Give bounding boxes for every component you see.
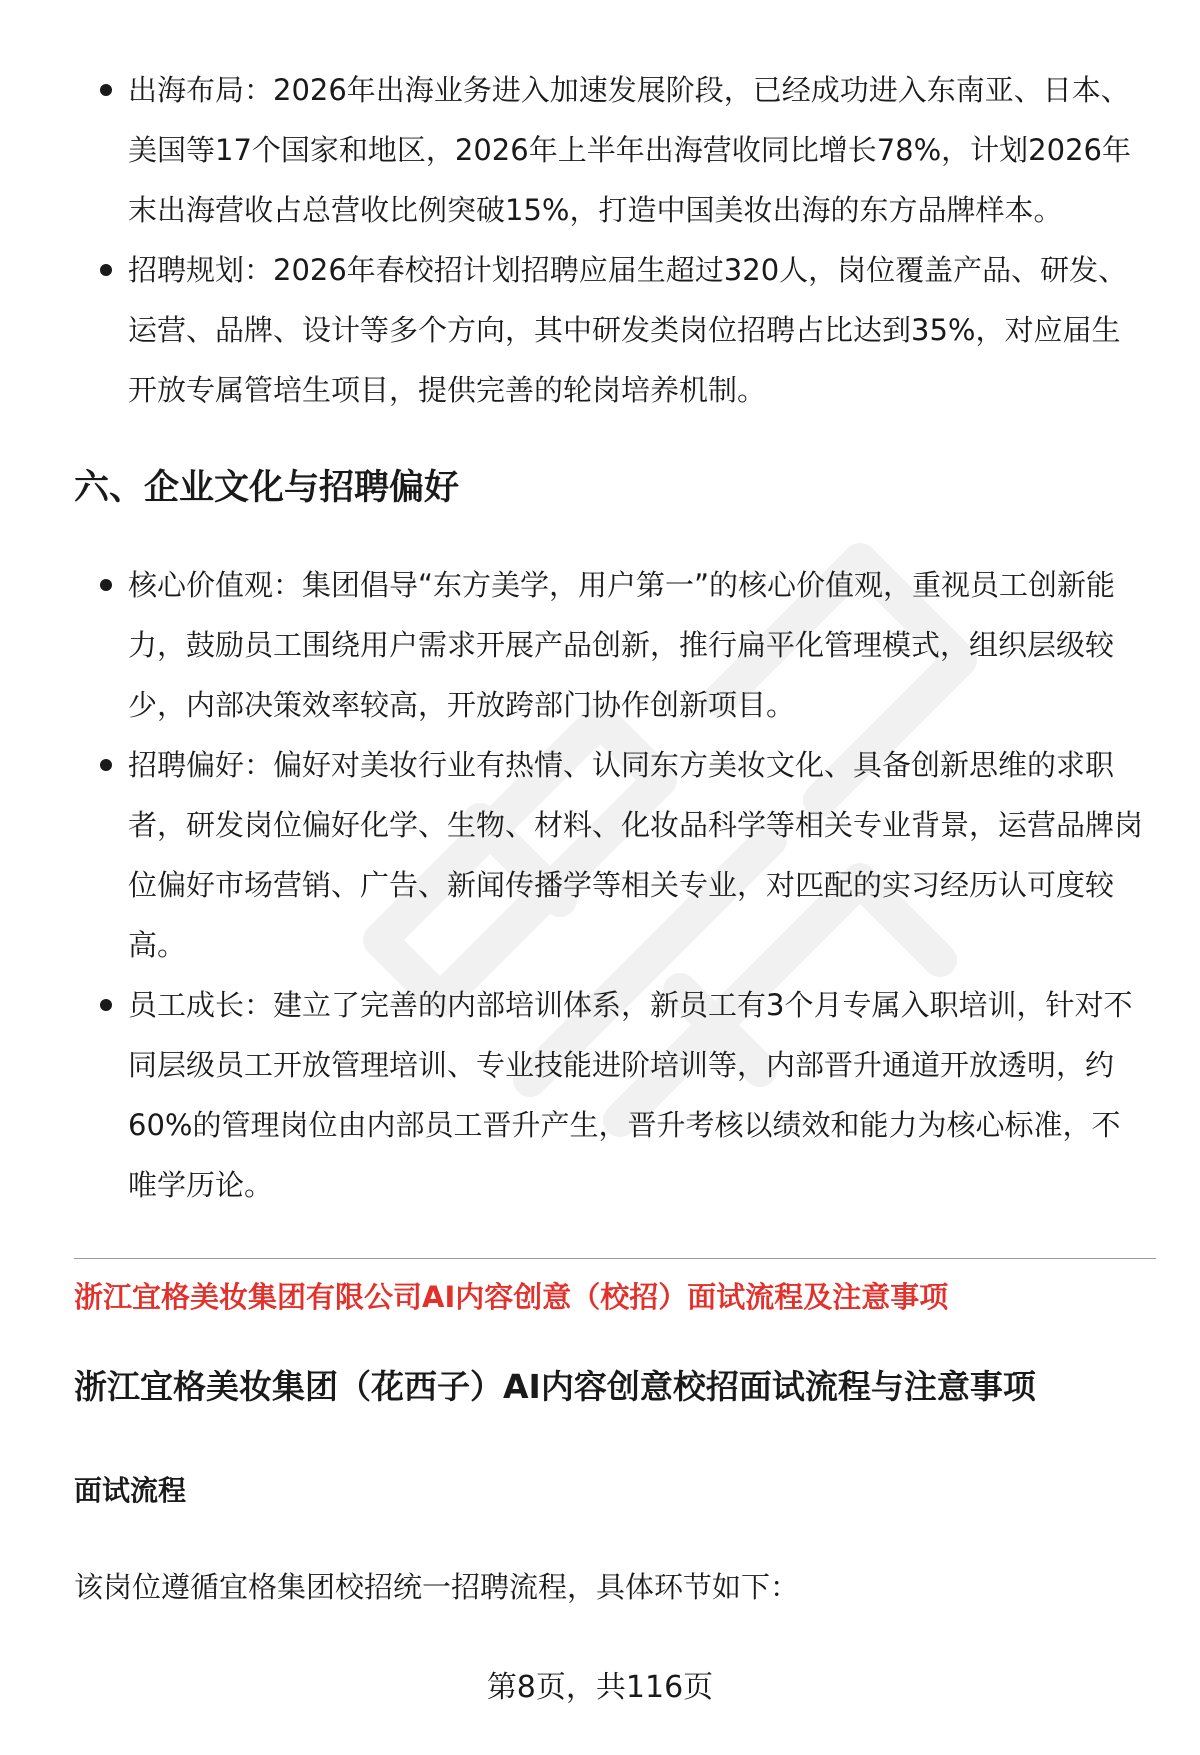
intro-paragraph: 该岗位遵循宜格集团校招统一招聘流程，具体环节如下： — [74, 1570, 800, 1604]
section-heading: 六、企业文化与招聘偏好 — [74, 468, 460, 508]
bullet-icon — [100, 84, 112, 96]
subsection-heading: 面试流程 — [74, 1474, 187, 1507]
section-divider — [74, 1258, 1156, 1259]
list-item-text: 招聘偏好：偏好对美妆行业有热情、认同东方美妆文化、具备创新思维的求职者，研发岗位偏好化学、生物、材料、化妆品科学等相关专业背景，运营品牌岗位偏好市场营销、广告、新闻传播学等相关专业，对匹配的实习经历认可度较高。 — [128, 748, 1144, 962]
list-item — [96, 240, 1148, 420]
list-item — [96, 735, 1148, 975]
document-title: 浙江宜格美妆集团（花西子）AI内容创意校招面试流程与注意事项 — [74, 1367, 1036, 1406]
section5-bullet-list — [96, 60, 1148, 420]
list-item — [96, 555, 1148, 735]
section6-bullet-list — [96, 555, 1148, 1215]
list-item — [96, 60, 1148, 240]
bullet-icon — [100, 999, 112, 1011]
list-item — [96, 975, 1148, 1215]
highlight-title: 浙江宜格美妆集团有限公司AI内容创意（校招）面试流程及注意事项 — [74, 1280, 949, 1314]
bullet-icon — [100, 759, 112, 771]
list-item-text: 员工成长：建立了完善的内部培训体系，新员工有3个月专属入职培训，针对不同层级员工开放管理培训、专业技能进阶培训等，内部晋升通道开放透明，约60%的管理岗位由内部员工晋升产生，晋升考核以绩效和能力为核心标准，不唯学历论。 — [128, 988, 1133, 1202]
page-number: 第8页，共116页 — [486, 1670, 714, 1705]
bullet-icon — [100, 264, 112, 276]
list-item-text: 招聘规划：2026年春校招计划招聘应届生超过320人，岗位覆盖产品、研发、运营、品牌、设计等多个方向，其中研发类岗位招聘占比达到35%，对应届生开放专属管培生项目，提供完善的轮岗培养机制。 — [128, 253, 1128, 407]
list-item-text: 核心价值观：集团倡导“东方美学，用户第一”的核心价值观，重视员工创新能力，鼓励员工围绕用户需求开展产品创新，推行扁平化管理模式，组织层级较少，内部决策效率较高，开放跨部门协作创新项目。 — [128, 568, 1116, 722]
bullet-icon — [100, 579, 112, 591]
list-item-text: 出海布局：2026年出海业务进入加速发展阶段，已经成功进入东南亚、日本、美国等17个国家和地区，2026年上半年出海营收同比增长78%，计划2026年末出海营收占总营收比例突破15%，打造中国美妆出海的东方品牌样本。 — [128, 73, 1131, 227]
